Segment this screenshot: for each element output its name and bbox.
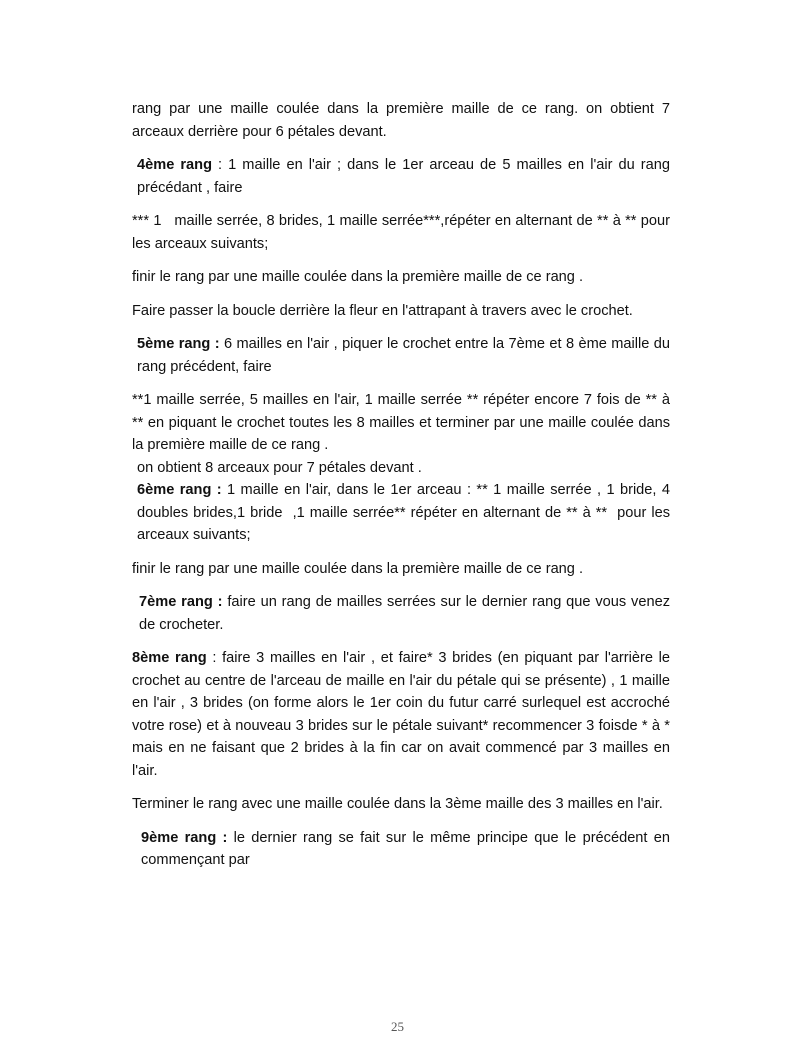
paragraph-instruction [132, 210, 675, 255]
rang-heading: 7ème rang : [139, 594, 223, 610]
paragraph-text: finir le rang par une maille coulée dans la première maille de ce rang . [132, 560, 584, 577]
paragraph-row-end [132, 98, 670, 143]
rang-heading: 8ème rang [132, 650, 207, 666]
rang-heading: 9ème rang : [141, 829, 228, 846]
paragraph-text: le dernier rang se fait sur le même principe que le précédent en commençant par [141, 829, 670, 868]
rang-heading: 6ème rang : [137, 482, 222, 498]
paragraph-text: Terminer le rang avec une maille coulée dans la 3ème maille des 3 mailles en l'air. [132, 796, 663, 812]
paragraph-rang-4 [132, 154, 670, 199]
paragraph-loop [132, 300, 670, 323]
paragraph-text: *** 1 maille serrée, 8 brides, 1 maille serrée***,répéter en alternant de ** à ** pour les arceaux suivants; [132, 213, 675, 252]
paragraph-text: finir le rang par une maille coulée dans la première maille de ce rang . [132, 269, 584, 285]
paragraph-instruction [132, 389, 670, 457]
page-number: 25 [391, 1019, 404, 1034]
paragraph-result [132, 457, 670, 480]
paragraph-rang-8 [132, 647, 670, 782]
paragraph-text: on obtient 8 arceaux pour 7 pétales devant . [137, 459, 422, 476]
paragraph-text: 6 mailles en l'air , piquer le crochet entre la 7ème et 8 ème maille du rang précédent, faire [137, 336, 670, 375]
paragraph-terminate [132, 793, 670, 816]
paragraph-rang-5 [132, 333, 670, 378]
document-body [132, 98, 675, 872]
paragraph-text: **1 maille serrée, 5 mailles en l'air, 1 maille serrée ** répéter encore 7 fois de ** à ** en piquant le crochet toutes les 8 mailles et terminer par une maille coulée dans la première maille de ce rang . [132, 392, 670, 453]
paragraph-text: : 1 maille en l'air ; dans le 1er arceau de 5 mailles en l'air du rang précédant , faire [137, 157, 670, 196]
paragraph-rang-6 [132, 479, 675, 547]
paragraph-text: 1 maille en l'air, dans le 1er arceau : ** 1 maille serrée , 1 bride, 4 doubles brides,1 bride ,1 maille serrée** répéter en alternant de ** à ** pour les arceaux suivants; [137, 482, 675, 543]
paragraph-rang-7 [132, 591, 670, 636]
paragraph-text: faire un rang de mailles serrées sur le dernier rang que vous venez de crocheter. [139, 594, 670, 633]
paragraph-finish [132, 266, 670, 289]
paragraph-text: : faire 3 mailles en l'air , et faire* 3 brides (en piquant par l'arrière le crochet au centre de l'arceau de maille en l'air du pétale qui se présente) , 1 maille en l'air , 3 brides (on forme alors le 1er coin du futur carré surlequel est accroché votre rose) et à nouveau 3 brides sur le pétale suivant* recommencer 3 foisde * à * mais en ne faisant que 2 brides à la fin car on avait commencé par 3 mailles en l'air. [132, 650, 670, 779]
paragraph-rang-9 [132, 827, 670, 872]
paragraph-finish [132, 558, 670, 581]
rang-heading: 4ème rang [137, 157, 212, 173]
rang-heading: 5ème rang : [137, 336, 220, 352]
paragraph-text: Faire passer la boucle derrière la fleur en l'attrapant à travers avec le crochet. [132, 302, 633, 319]
paragraph-text: rang par une maille coulée dans la première maille de ce rang. on obtient 7 arceaux derrière pour 6 pétales devant. [132, 101, 670, 140]
